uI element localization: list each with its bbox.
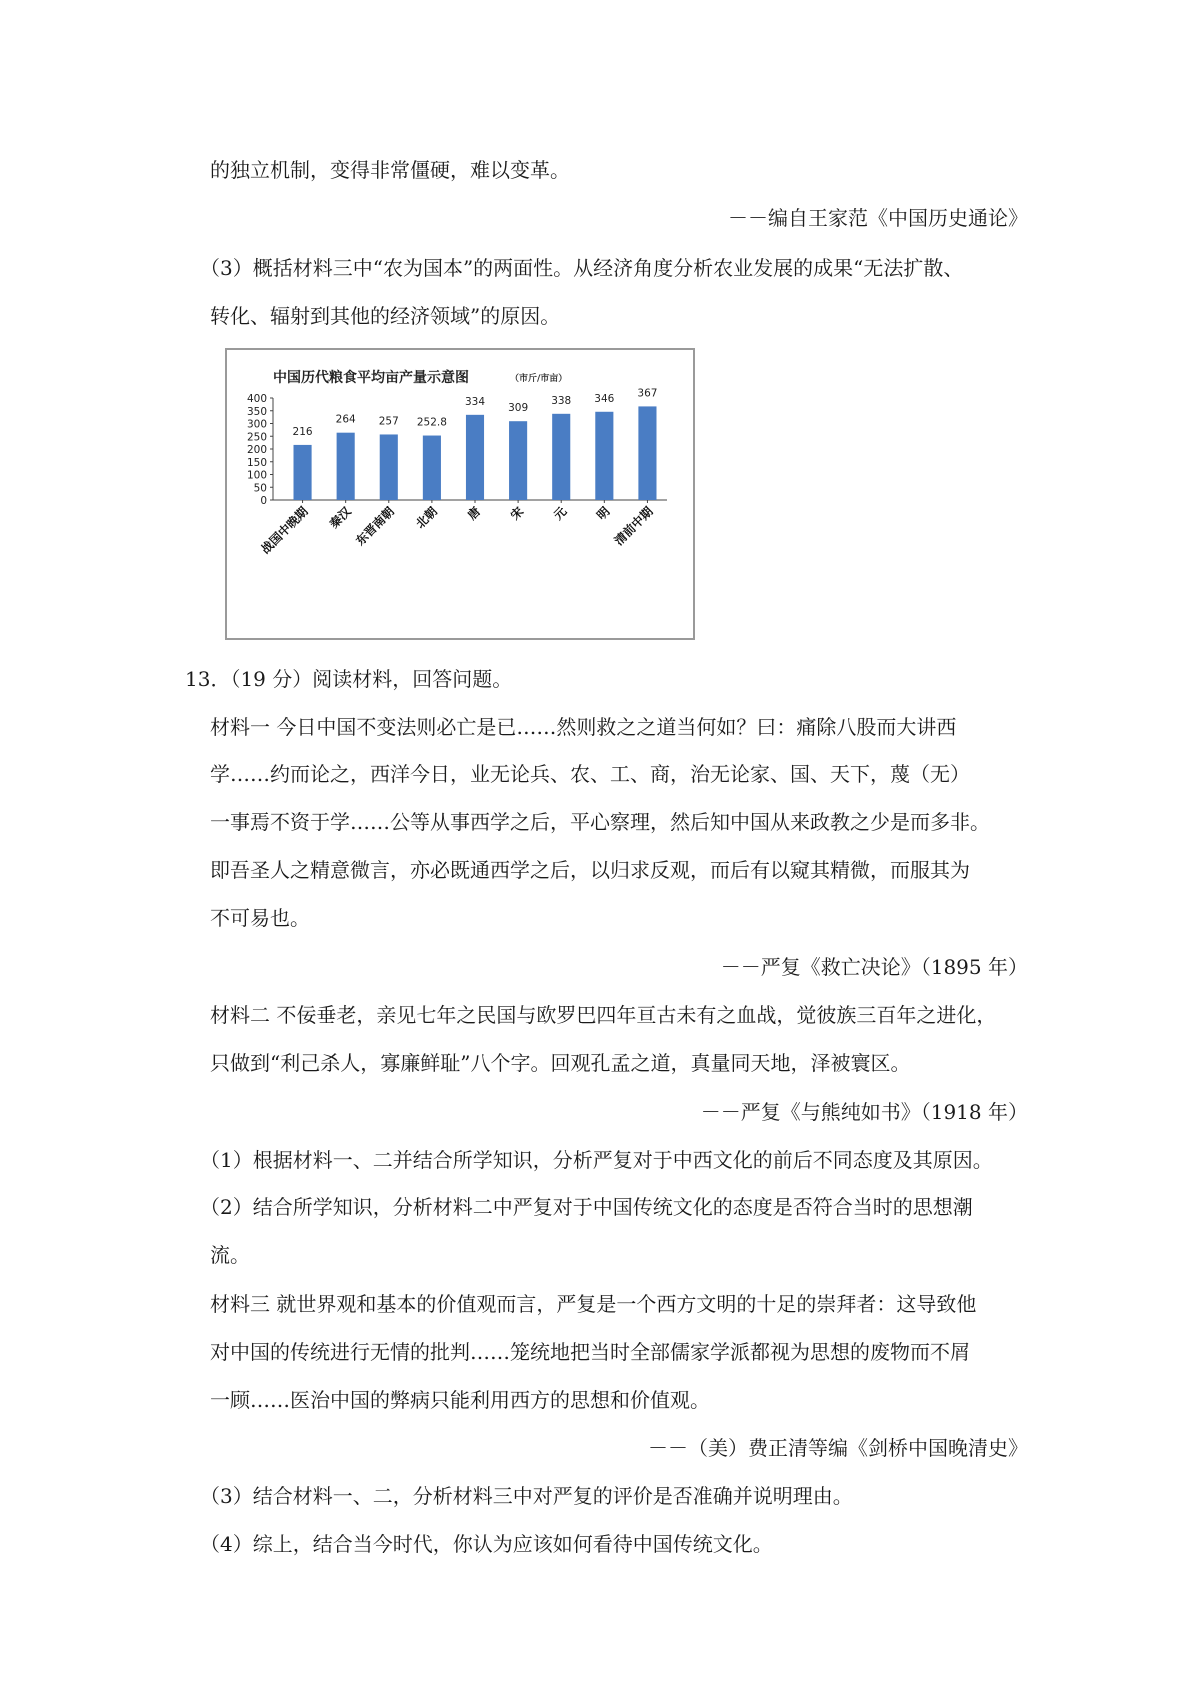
material-1-line: 一事焉不资于学……公等从事西学之后，平心察理，然后知中国从来政教之少是而多非。: [210, 810, 990, 834]
chart-svg: [227, 350, 697, 642]
y-tick-label: 300: [246, 418, 267, 431]
category-label: 秦汉: [326, 504, 354, 532]
bar: [380, 434, 398, 500]
material-2-line: 材料二 不佞垂老，亲见七年之民国与欧罗巴四年亘古未有之血战，觉彼族三百年之进化，: [210, 1003, 997, 1027]
bar: [466, 415, 484, 500]
chart-title: 中国历代粮食平均亩产量示意图: [273, 370, 469, 386]
material-1-line: 不可易也。: [210, 906, 310, 930]
bar-value-label: 257: [378, 415, 399, 428]
chart-unit: （市斤/市亩）: [510, 374, 568, 384]
question-3: （3）结合材料一、二，分析材料三中对严复的评价是否准确并说明理由。: [200, 1484, 853, 1508]
category-label: 东晋南朝: [353, 504, 397, 549]
question-1: （1）根据材料一、二并结合所学知识，分析严复对于中西文化的前后不同态度及其原因。: [200, 1148, 993, 1172]
material-3-line: 材料三 就世界观和基本的价值观而言，严复是一个西方文明的十足的崇拜者：这导致他: [210, 1292, 977, 1316]
y-tick-label: 400: [246, 393, 267, 405]
y-tick-label: 0: [260, 495, 267, 507]
material-1-line: 学……约而论之，西洋今日，业无论兵、农、工、商，治无论家、国、天下，蔑（无）: [210, 762, 970, 786]
category-label: 清前中期: [611, 504, 656, 549]
bar-value-label: 334: [464, 395, 486, 408]
bar: [638, 406, 656, 500]
question-2: （2）结合所学知识，分析材料二中严复对于中国传统文化的态度是否符合当时的思想潮: [200, 1195, 973, 1219]
category-label: 元: [550, 504, 570, 523]
category-label: 战国中晚期: [258, 504, 311, 557]
bar: [423, 436, 441, 500]
y-tick-label: 200: [246, 444, 267, 456]
y-tick-label: 250: [246, 431, 267, 444]
material-3-line: 对中国的传统进行无情的批判……笼统地把当时全部儒家学派都视为思想的废物而不屑: [210, 1340, 970, 1364]
bar: [509, 421, 527, 500]
category-label: 北朝: [413, 504, 441, 532]
material-2-line: 只做到“利己杀人，寡廉鲜耻”八个字。回观孔孟之道，真量同天地，泽被寰区。: [210, 1051, 911, 1075]
bar-value-label: 264: [335, 413, 356, 426]
material-1-line: 即吾圣人之精意微言，亦必既通西学之后，以归求反观，而后有以窥其精微，而服其为: [210, 858, 970, 882]
bar-value-label: 367: [637, 387, 658, 400]
question-3-cont: 转化、辐射到其他的经济领域”的原因。: [210, 304, 561, 328]
material-1-line: 材料一 今日中国不变法则必亡是已……然则救之之道当何如？曰：痛除八股而大讲西: [210, 715, 957, 739]
question-3: （3）概括材料三中“农为国本”的两面性。从经济角度分析农业发展的成果“无法扩散、: [200, 256, 964, 280]
bar-value-label: 309: [508, 402, 529, 415]
chart-bars: [293, 387, 658, 500]
y-tick-label: 150: [246, 456, 267, 469]
bar-value-label: 338: [551, 394, 572, 407]
source-citation: －－编自王家范《中国历史通论》: [728, 206, 1028, 230]
source-citation: －－严复《救亡决论》（1895 年）: [720, 955, 1028, 979]
bar: [337, 433, 355, 500]
source-citation: －－严复《与熊纯如书》（1918 年）: [700, 1100, 1028, 1124]
bar-value-label: 252.8: [416, 416, 447, 429]
text-line: 的独立机制，变得非常僵硬，难以变革。: [210, 158, 570, 182]
question-4: （4）综上，结合当今时代，你认为应该如何看待中国传统文化。: [200, 1532, 773, 1556]
category-label: 唐: [464, 504, 484, 523]
bar: [294, 445, 312, 500]
material-3-line: 一顾……医治中国的弊病只能利用西方的思想和价值观。: [210, 1388, 710, 1412]
category-label: 明: [594, 504, 613, 523]
question-2-cont: 流。: [210, 1243, 250, 1267]
bar-value-label: 216: [292, 425, 313, 438]
bar-value-label: 346: [594, 392, 615, 405]
bar: [552, 414, 570, 500]
y-tick-label: 350: [246, 405, 267, 418]
category-label: 宋: [507, 504, 527, 523]
y-tick-label: 100: [246, 469, 267, 482]
y-tick-label: 50: [253, 482, 267, 495]
source-citation: －－（美）费正清等编《剑桥中国晚清史》: [648, 1436, 1028, 1460]
question-13-title: 13．（19 分）阅读材料，回答问题。: [185, 667, 513, 691]
grain-yield-chart: [225, 348, 695, 640]
bar: [595, 412, 613, 500]
